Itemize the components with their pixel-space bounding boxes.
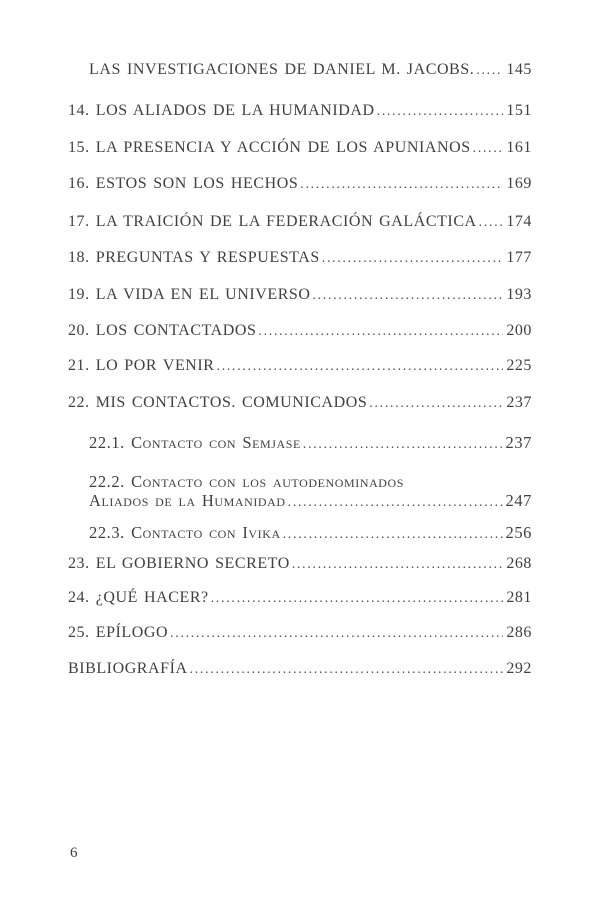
toc-entry-page: 268 <box>506 555 532 572</box>
toc-entry-page: 225 <box>506 357 532 374</box>
toc-entry[interactable] <box>68 60 532 79</box>
dot-leader <box>377 101 504 120</box>
toc-entry-label: 20. LOS CONTACTADOS <box>68 322 257 339</box>
toc-entry[interactable] <box>68 212 532 231</box>
toc-entry-label: 22. MIS CONTACTOS. COMUNICADOS <box>68 394 368 411</box>
toc-entry-page: 145 <box>506 61 532 78</box>
toc-entry[interactable] <box>68 138 532 157</box>
toc-entry-label: 21. LO POR VENIR <box>68 357 215 374</box>
dot-leader <box>479 212 504 231</box>
dot-leader <box>303 433 503 453</box>
toc-entry-page: 237 <box>506 394 532 411</box>
dot-leader <box>322 248 504 267</box>
toc-entry-label: 22.3. Contacto con Ivika <box>89 523 281 542</box>
dot-leader <box>300 174 503 193</box>
toc-entry-label: BIBLIOGRAFÍA <box>68 660 188 677</box>
toc-entry-label: 16. ESTOS SON LOS HECHOS <box>68 175 299 192</box>
dot-leader <box>211 588 504 607</box>
dot-leader <box>170 623 503 642</box>
dot-leader <box>190 659 504 678</box>
toc-entry-label: 15. LA PRESENCIA Y ACCIÓN DE LOS APUNIANOS <box>68 139 471 156</box>
toc-entry-label: Aliados de la Humanidad <box>89 491 286 510</box>
toc-entry[interactable] <box>68 356 532 375</box>
toc-entry[interactable] <box>68 588 532 607</box>
toc-entry-label: 22.1. Contacto con Semjase <box>89 433 301 452</box>
toc-entry-label: 17. LA TRAICIÓN DE LA FEDERACIÓN GALÁCTICA <box>68 213 477 230</box>
toc-entry-page: 286 <box>506 624 532 641</box>
toc-entry-page: 200 <box>506 322 532 339</box>
dot-leader <box>288 491 503 511</box>
toc-entry[interactable] <box>68 659 532 678</box>
toc-entry-label: 14. LOS ALIADOS DE LA HUMANIDAD <box>68 102 375 119</box>
dot-leader <box>476 60 503 79</box>
toc-entry[interactable] <box>68 101 532 120</box>
toc-entry-label: 25. EPÍLOGO <box>68 624 169 641</box>
toc-entry[interactable] <box>68 623 532 642</box>
toc-entry[interactable] <box>68 285 532 304</box>
toc-entry[interactable] <box>68 321 532 340</box>
toc-entry[interactable] <box>68 433 532 453</box>
toc-entry[interactable] <box>68 248 532 267</box>
dot-leader <box>258 321 503 340</box>
toc-entry-label: 23. EL GOBIERNO SECRETO <box>68 555 290 572</box>
toc-entry[interactable] <box>68 174 532 193</box>
toc-entry-page: 151 <box>506 102 532 119</box>
page-number: 6 <box>70 845 78 861</box>
toc-entry-page: 174 <box>506 213 532 230</box>
toc-entry-page: 177 <box>506 249 532 266</box>
dot-leader <box>473 138 504 157</box>
toc-entry-page: 256 <box>505 523 532 542</box>
toc-entry-page: 161 <box>506 139 532 156</box>
toc-entry-page: 281 <box>506 589 532 606</box>
toc-entry-page: 169 <box>506 175 532 192</box>
dot-leader <box>313 285 504 304</box>
toc-entry-label: LAS INVESTIGACIONES DE DANIEL M. JACOBS. <box>89 61 475 78</box>
toc-entry-page: 247 <box>505 491 532 510</box>
toc-entry-page: 193 <box>506 286 532 303</box>
dot-leader <box>283 523 503 543</box>
toc-entry-label: 18. PREGUNTAS Y RESPUESTAS <box>68 249 320 266</box>
toc-entry-page: 237 <box>505 433 532 452</box>
toc-entry-label: 19. LA VIDA EN EL UNIVERSO <box>68 286 311 303</box>
dot-leader <box>369 393 503 412</box>
toc-entry[interactable] <box>68 523 532 543</box>
toc-entry[interactable] <box>68 393 532 412</box>
dot-leader <box>217 356 504 375</box>
toc-entry[interactable] <box>68 554 532 573</box>
toc-entry-label: 22.2. Contacto con los autodenominados <box>89 472 405 491</box>
dot-leader <box>292 554 503 573</box>
toc-entry-label: 24. ¿QUÉ HACER? <box>68 589 209 606</box>
toc-entry-page: 292 <box>506 660 532 677</box>
toc-entry[interactable] <box>68 472 532 511</box>
